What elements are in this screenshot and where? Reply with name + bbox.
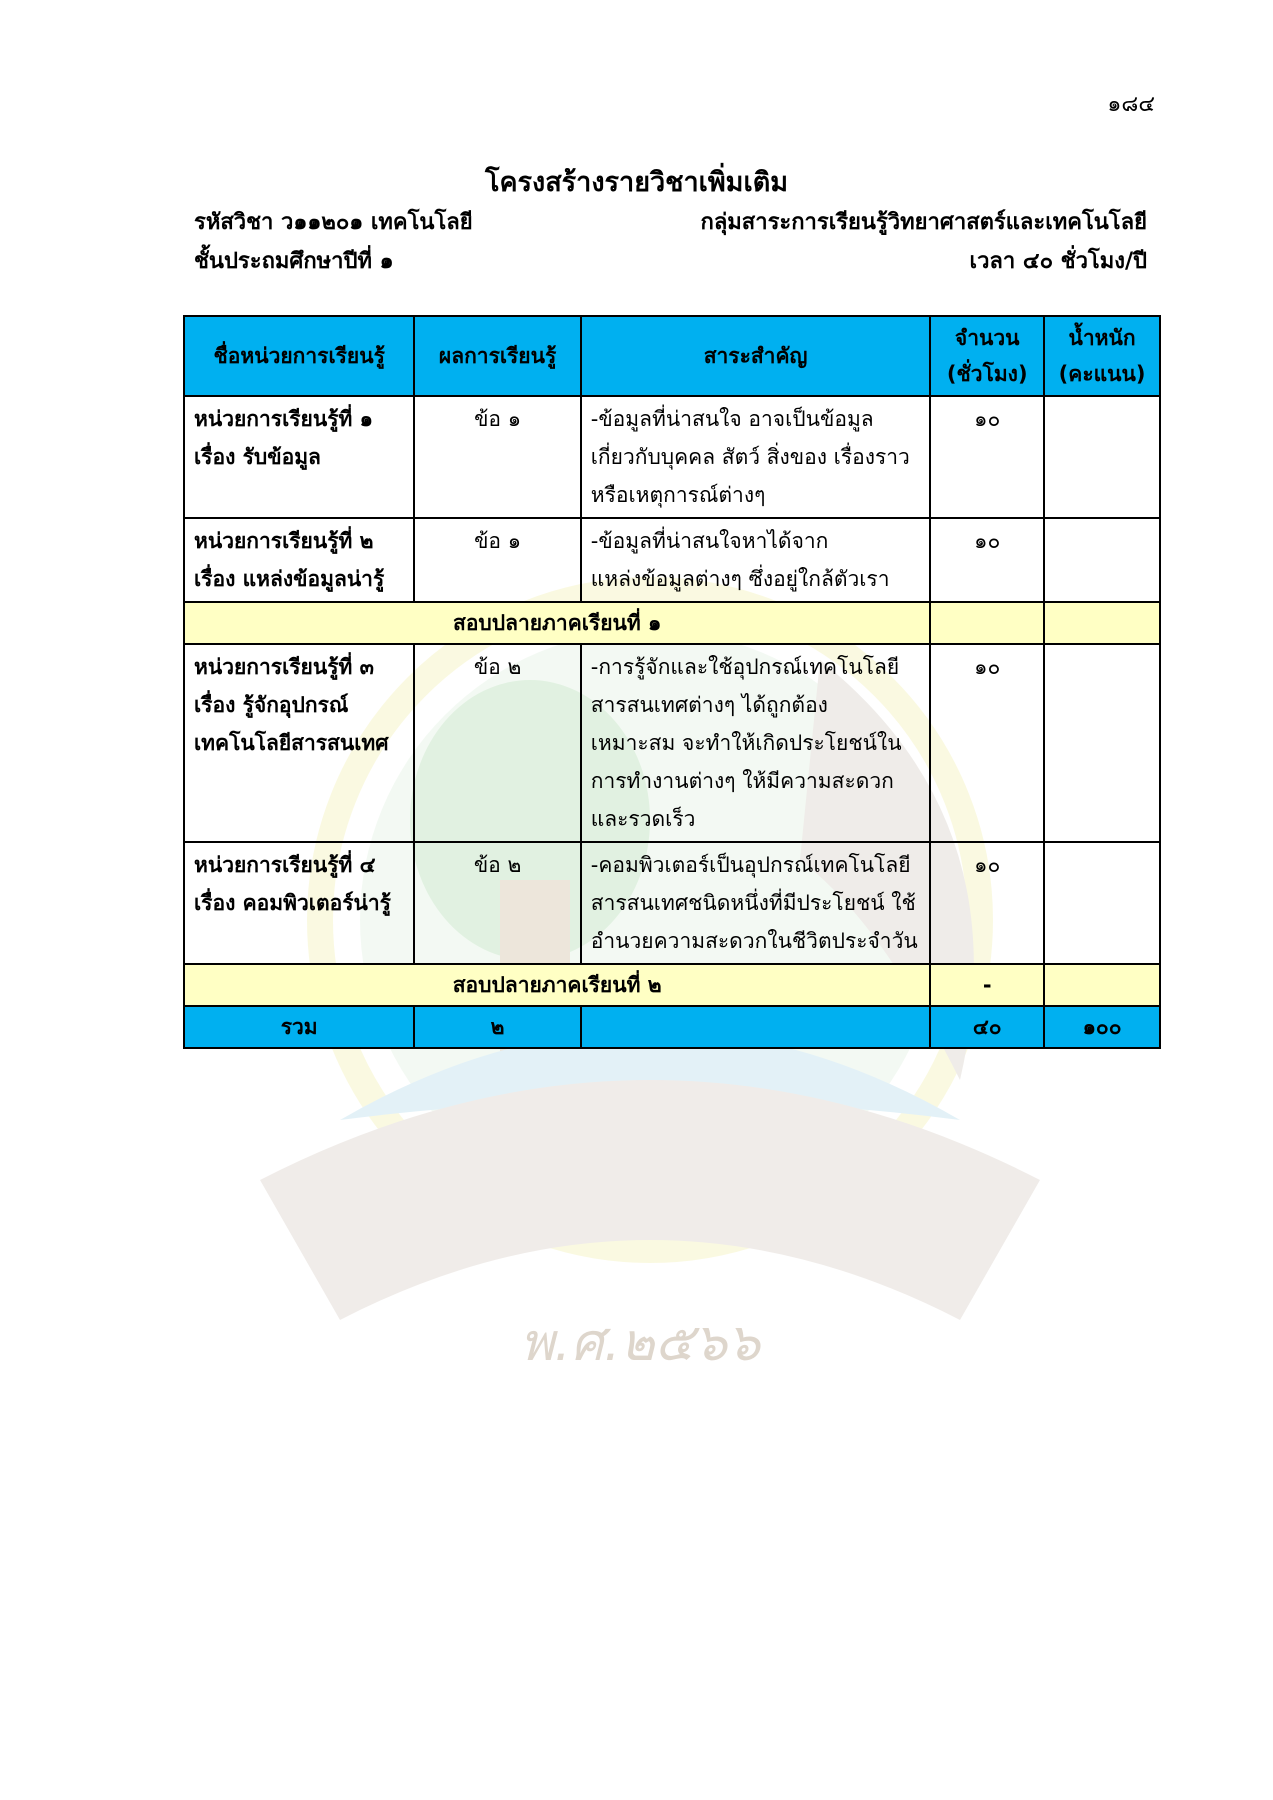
unit-content-line: เหมาะสม จะทำให้เกิดประโยชน์ใน [590, 731, 902, 755]
unit-name-line: เรื่อง แหล่งข้อมูลน่ารู้ [194, 567, 385, 591]
unit-content-line: หรือเหตุการณ์ต่างๆ [590, 483, 766, 507]
unit-weight [1044, 644, 1160, 842]
course-code: รหัสวิชา ว๑๑๒๐๑ เทคโนโลยี [194, 210, 473, 235]
unit-row [184, 644, 1160, 842]
unit-name-line: หน่วยการเรียนรู้ที่ ๓ [194, 655, 374, 679]
unit-outcome: ข้อ ๒ [414, 842, 580, 964]
header-weight-line: (คะแนน) [1058, 362, 1146, 386]
header-weight-line: น้ำหนัก [1068, 326, 1136, 350]
unit-outcome: ข้อ ๑ [414, 396, 580, 518]
header-hours [930, 316, 1044, 396]
unit-hours: ๑๐ [930, 842, 1044, 964]
header-key-content: สาระสำคัญ [581, 316, 931, 396]
unit-name-line: หน่วยการเรียนรู้ที่ ๒ [194, 529, 374, 553]
total-hours: ๔๐ [930, 1006, 1044, 1048]
unit-name [184, 644, 414, 842]
page-number: ๑๘๔ [1107, 92, 1155, 117]
header-hours-line: จำนวน [954, 326, 1020, 350]
unit-name-line: เทคโนโลยีสารสนเทศ [194, 731, 389, 755]
exam-weight [1044, 602, 1160, 644]
total-weight: ๑๐๐ [1044, 1006, 1160, 1048]
total-label: รวม [184, 1006, 414, 1048]
unit-content-line: -การรู้จักและใช้อุปกรณ์เทคโนโลยี [590, 655, 900, 679]
exam-hours [930, 602, 1044, 644]
unit-content-line: -คอมพิวเตอร์เป็นอุปกรณ์เทคโนโลยี [590, 853, 911, 877]
course-time: เวลา ๔๐ ชั่วโมง/ปี [969, 249, 1147, 274]
grade-level: ชั้นประถมศึกษาปีที่ ๑ [194, 249, 394, 274]
unit-outcome: ข้อ ๒ [414, 644, 580, 842]
unit-name-line: เรื่อง คอมพิวเตอร์น่ารู้ [194, 891, 391, 915]
unit-row [184, 518, 1160, 602]
unit-content [581, 396, 931, 518]
unit-hours: ๑๐ [930, 396, 1044, 518]
unit-content-line: การทำงานต่างๆ ให้มีความสะดวก [590, 769, 894, 793]
unit-name-line: เรื่อง รับข้อมูล [194, 445, 321, 469]
unit-hours: ๑๐ [930, 644, 1044, 842]
header-unit-name: ชื่อหน่วยการเรียนรู้ [184, 316, 414, 396]
unit-name [184, 518, 414, 602]
unit-content-line: สารสนเทศชนิดหนึ่งที่มีประโยชน์ ใช้ [590, 891, 916, 915]
total-content [581, 1006, 931, 1048]
unit-name [184, 396, 414, 518]
unit-name-line: หน่วยการเรียนรู้ที่ ๔ [194, 853, 376, 877]
exam-hours: - [930, 964, 1044, 1006]
unit-name-line: เรื่อง รู้จักอุปกรณ์ [194, 693, 349, 717]
unit-content-line: และรวดเร็ว [590, 807, 696, 831]
subject-group: กลุ่มสาระการเรียนรู้วิทยาศาสตร์และเทคโนโลยี [700, 210, 1147, 235]
exam-label: สอบปลายภาคเรียนที่ ๑ [184, 602, 930, 644]
exam-row-1 [184, 602, 1160, 644]
exam-weight [1044, 964, 1160, 1006]
course-structure-table [183, 315, 1161, 1049]
header-outcomes: ผลการเรียนรู้ [414, 316, 580, 396]
unit-weight [1044, 396, 1160, 518]
header-weight [1044, 316, 1160, 396]
unit-content-line: เกี่ยวกับบุคคล สัตว์ สิ่งของ เรื่องราว [590, 445, 910, 469]
unit-row [184, 842, 1160, 964]
unit-outcome: ข้อ ๑ [414, 518, 580, 602]
unit-row [184, 396, 1160, 518]
total-row [184, 1006, 1160, 1048]
page-title: โครงสร้างรายวิชาเพิ่มเติม [484, 167, 789, 198]
unit-content [581, 842, 931, 964]
unit-content-line: อำนวยความสะดวกในชีวิตประจำวัน [590, 929, 918, 953]
exam-label: สอบปลายภาคเรียนที่ ๒ [184, 964, 930, 1006]
table-header-row [184, 316, 1160, 396]
unit-content [581, 644, 931, 842]
total-outcomes: ๒ [414, 1006, 580, 1048]
unit-content-line: สารสนเทศต่างๆ ได้ถูกต้อง [590, 693, 828, 717]
unit-weight [1044, 518, 1160, 602]
unit-content-line: แหล่งข้อมูลต่างๆ ซึ่งอยู่ใกล้ตัวเรา [590, 567, 890, 591]
unit-name-line: หน่วยการเรียนรู้ที่ ๑ [194, 407, 373, 431]
unit-name [184, 842, 414, 964]
unit-weight [1044, 842, 1160, 964]
unit-hours: ๑๐ [930, 518, 1044, 602]
exam-row-2 [184, 964, 1160, 1006]
watermark-year: พ.ศ.๒๕๖๖ [520, 1313, 760, 1373]
unit-content-line: -ข้อมูลที่น่าสนใจ อาจเป็นข้อมูล [590, 407, 874, 431]
unit-content [581, 518, 931, 602]
header-hours-line: (ชั่วโมง) [946, 362, 1028, 386]
unit-content-line: -ข้อมูลที่น่าสนใจหาได้จาก [590, 529, 829, 553]
